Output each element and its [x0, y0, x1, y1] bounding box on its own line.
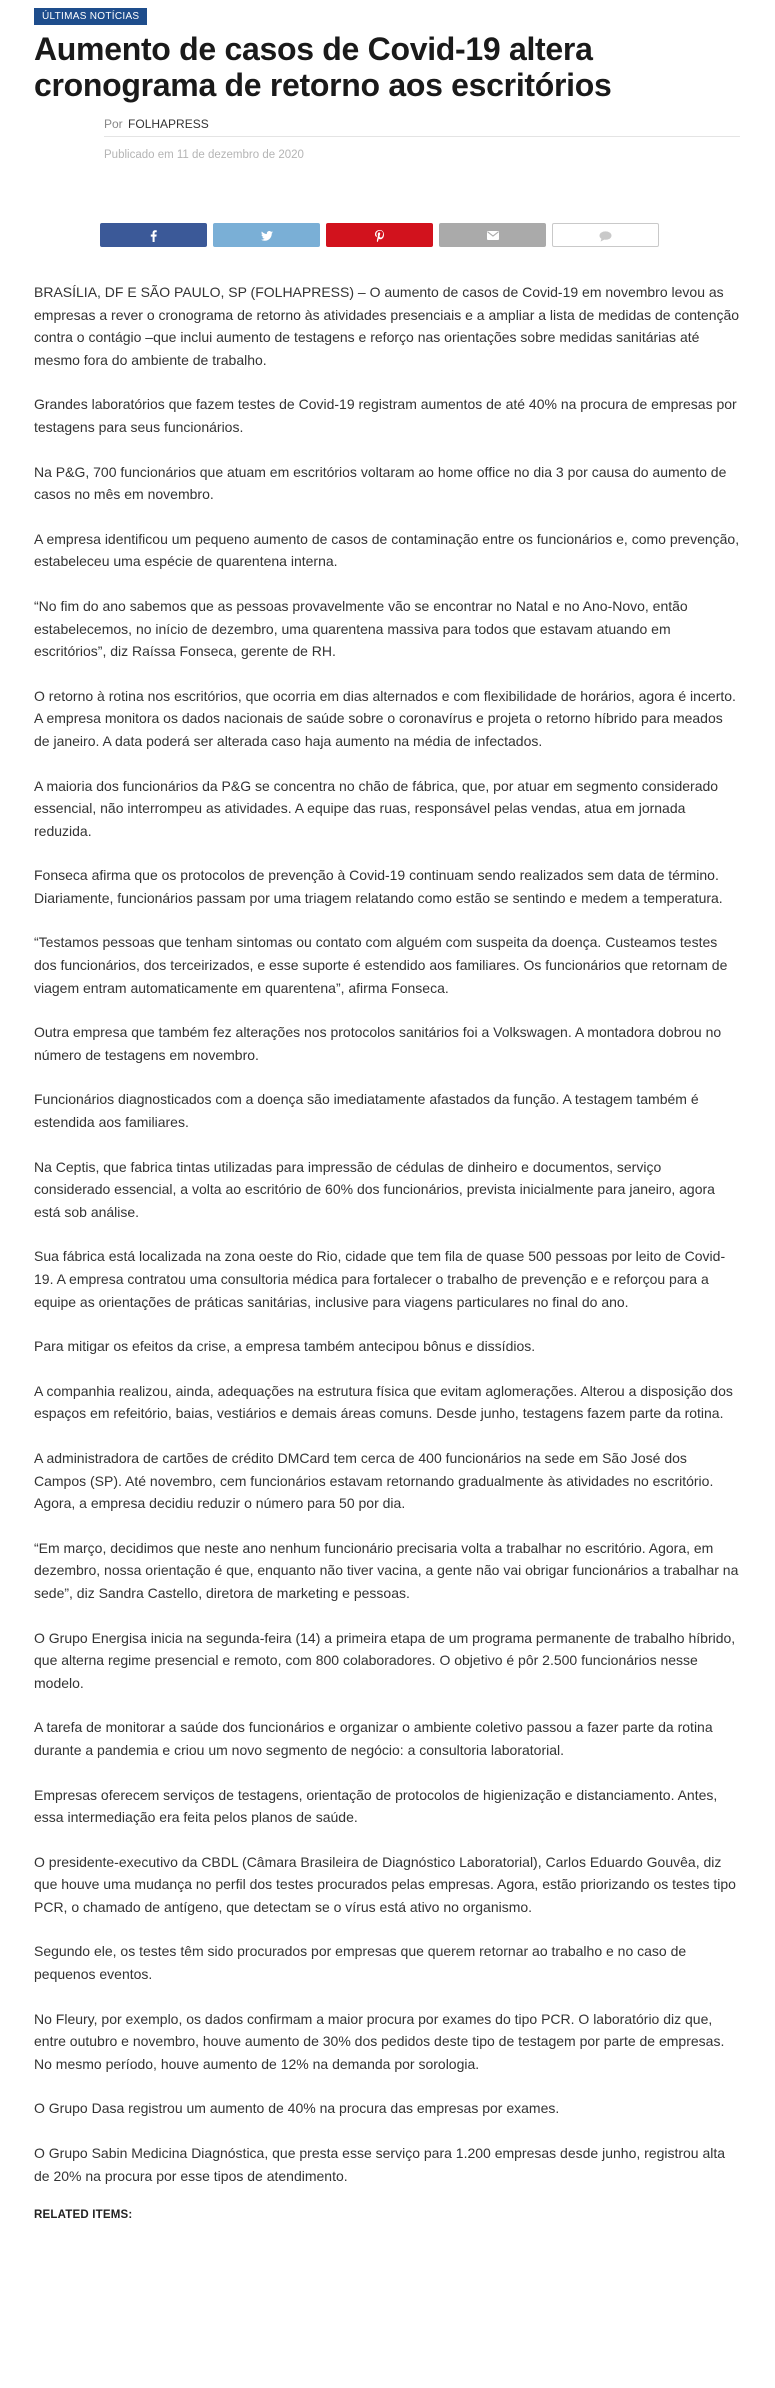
paragraph: No Fleury, por exemplo, os dados confirmam a maior procura por exames do tipo PCR. O laboratório diz que, entre outubro e novembro, houve aumento de 30% dos pedidos deste tipo de testagem por parte de empresas. No mesmo período, houve aumento de 12% na demanda por sorologia.: [34, 2010, 725, 2072]
share-twitter-button[interactable]: [213, 223, 320, 247]
share-facebook-button[interactable]: [100, 223, 207, 247]
share-email-button[interactable]: [439, 223, 546, 247]
paragraph: Outra empresa que também fez alterações nos protocolos sanitários foi a Volkswagen. A montadora dobrou no número de testagens em novembro.: [34, 1024, 722, 1063]
paragraph: A empresa identificou um pequeno aumento de casos de contaminação entre os funcionários e, como prevenção, estabeleceu uma espécie de quarentena interna.: [34, 530, 740, 570]
paragraph: A tarefa de monitorar a saúde dos funcionários e organizar o ambiente coletivo passou a fazer parte da rotina durante a pandemia e criou um novo segmento de negócio: a consultoria laboratorial.: [34, 1719, 713, 1758]
share-pinterest-button[interactable]: [326, 223, 433, 247]
paragraph: Para mitigar os efeitos da crise, a empresa também antecipou bônus e dissídios.: [34, 1338, 536, 1355]
paragraph: BRASÍLIA, DF E SÃO PAULO, SP (FOLHAPRESS) – O aumento de casos de Covid-19 em novembro levou as empresas a rever o cronograma de retorno às atividades presenciais e a ampliar a lista de medidas de contenção contra o contágio –que inclui aumento de testagens e reforço nas orientações sobre medidas sanitárias até mesmo fora do ambiente de trabalho.: [34, 284, 740, 368]
paragraph: “Em março, decidimos que neste ano nenhum funcionário precisaria volta a trabalhar no escritório. Agora, em dezembro, nossa orientação é que, enquanto não tiver vacina, a gente não vai obrigar funcionários a trabalhar na sede”, diz Sandra Castello, diretora de marketing e pessoas.: [34, 1539, 739, 1601]
paragraph: Na Ceptis, que fabrica tintas utilizadas para impressão de cédulas de dinheiro e documentos, serviço considerado essencial, a volta ao escritório de 60% dos funcionários, prevista inicialmente para janeiro, agora está sob análise.: [34, 1158, 715, 1220]
paragraph: A administradora de cartões de crédito DMCard tem cerca de 400 funcionários na sede em São José dos Campos (SP). Até novembro, cem funcionários estavam retornando gradualmente às atividades no escritório. Agora, a empresa decidiu reduzir o número para 50 por dia.: [34, 1449, 714, 1512]
paragraph: Grandes laboratórios que fazem testes de Covid-19 registram aumentos de até 40% na procura de empresas por testagens para seus funcionários.: [34, 396, 737, 435]
paragraph: O Grupo Dasa registrou um aumento de 40% na procura das empresas por exames.: [34, 2100, 560, 2117]
pinterest-icon: [375, 230, 384, 242]
share-bar: [100, 223, 740, 248]
article-title: Aumento de casos de Covid-19 altera cronograma de retorno aos escritórios: [34, 31, 612, 103]
publish-date: Publicado em 11 de dezembro de 2020: [104, 149, 304, 161]
byline: [104, 117, 740, 137]
paragraph: Funcionários diagnosticados com a doença são imediatamente afastados da função. A testagem também é estendida aos familiares.: [34, 1091, 699, 1131]
article-meta: [104, 117, 740, 161]
paragraph: Empresas oferecem serviços de testagens, orientação de protocolos de higienização e distanciamento. Antes, essa intermediação era feita pelos planos de saúde.: [34, 1786, 718, 1826]
paragraph: Segundo ele, os testes têm sido procurados por empresas que querem retornar ao trabalho e no caso de pequenos eventos.: [34, 1943, 687, 1983]
comment-icon: [599, 231, 612, 242]
paragraph: Sua fábrica está localizada na zona oeste do Rio, cidade que tem fila de quase 500 pessoas por leito de Covid-19. A empresa contratou uma consultoria médica para fortalecer o trabalho de prevenção e e reforçou para a equipe as orientações de práticas sanitárias, inclusive para viagens particulares no final do ano.: [34, 1248, 726, 1310]
by-label: Por: [104, 117, 123, 131]
comment-button[interactable]: [552, 223, 659, 247]
category-badge[interactable]: ÚLTIMAS NOTÍCIAS: [34, 8, 147, 25]
email-icon: [487, 231, 499, 240]
author-link[interactable]: FOLHAPRESS: [128, 117, 209, 131]
facebook-icon: [150, 230, 157, 242]
paragraph: “Testamos pessoas que tenham sintomas ou contato com alguém com suspeita da doença. Custeamos testes dos funcionários, dos terceirizados, e esse suporte é estendido aos familiares. Os funcionários que retornam de viagem entram automaticamente em quarentena”, afirma Fonseca.: [34, 934, 728, 996]
paragraph: A maioria dos funcionários da P&G se concentra no chão de fábrica, que, por atuar em segmento considerado essencial, não interrompeu as atividades. A equipe das ruas, responsável pelas vendas, atua em jornada reduzida.: [34, 777, 719, 839]
twitter-icon: [261, 231, 273, 241]
paragraph: Na P&G, 700 funcionários que atuam em escritórios voltaram ao home office no dia 3 por causa do aumento de casos no mês em novembro.: [34, 463, 727, 503]
paragraph: Fonseca afirma que os protocolos de prevenção à Covid-19 continuam sendo realizados sem data de término. Diariamente, funcionários passam por uma triagem relatando como estão se sentindo e medem a temperatura.: [34, 867, 723, 906]
related-items-heading: RELATED ITEMS:: [34, 2209, 133, 2222]
article-body: [34, 281, 740, 2187]
paragraph: O Grupo Sabin Medicina Diagnóstica, que presta esse serviço para 1.200 empresas desde junho, registrou alta de 20% na procura por esse tipos de atendimento.: [34, 2145, 726, 2184]
paragraph: O retorno à rotina nos escritórios, que ocorria em dias alternados e com flexibilidade de horários, agora é incerto. A empresa monitora os dados nacionais de saúde sobre o coronavírus e projeta o retorno híbrido para meados de janeiro. A data poderá ser alterada caso haja aumento na média de infectados.: [34, 687, 736, 749]
paragraph: O Grupo Energisa inicia na segunda-feira (14) a primeira etapa de um programa permanente de trabalho híbrido, que alterna regime presencial e remoto, com 800 colaboradores. O objetivo é pôr 2.500 funcionários nesse modelo.: [34, 1629, 736, 1691]
paragraph: O presidente-executivo da CBDL (Câmara Brasileira de Diagnóstico Laboratorial), Carlos Eduardo Gouvêa, diz que houve uma mudança no perfil dos testes procurados pelas empresas. Agora, estão priorizando os testes tipo PCR, o chamado de antígeno, que detectam se o vírus está ativo no organismo.: [34, 1853, 736, 1915]
article: [34, 6, 740, 2221]
paragraph: A companhia realizou, ainda, adequações na estrutura física que evitam aglomerações. Alterou a disposição dos espaços em refeitório, baias, vestiários e demais áreas comuns. Desde junho, testagens fazem parte da rotina.: [34, 1382, 733, 1422]
paragraph: “No fim do ano sabemos que as pessoas provavelmente vão se encontrar no Natal e no Ano-Novo, então estabelecemos, no início de dezembro, uma quarentena massiva para todos que estavam atuando em escritórios”, diz Raíssa Fonseca, gerente de RH.: [34, 597, 688, 660]
